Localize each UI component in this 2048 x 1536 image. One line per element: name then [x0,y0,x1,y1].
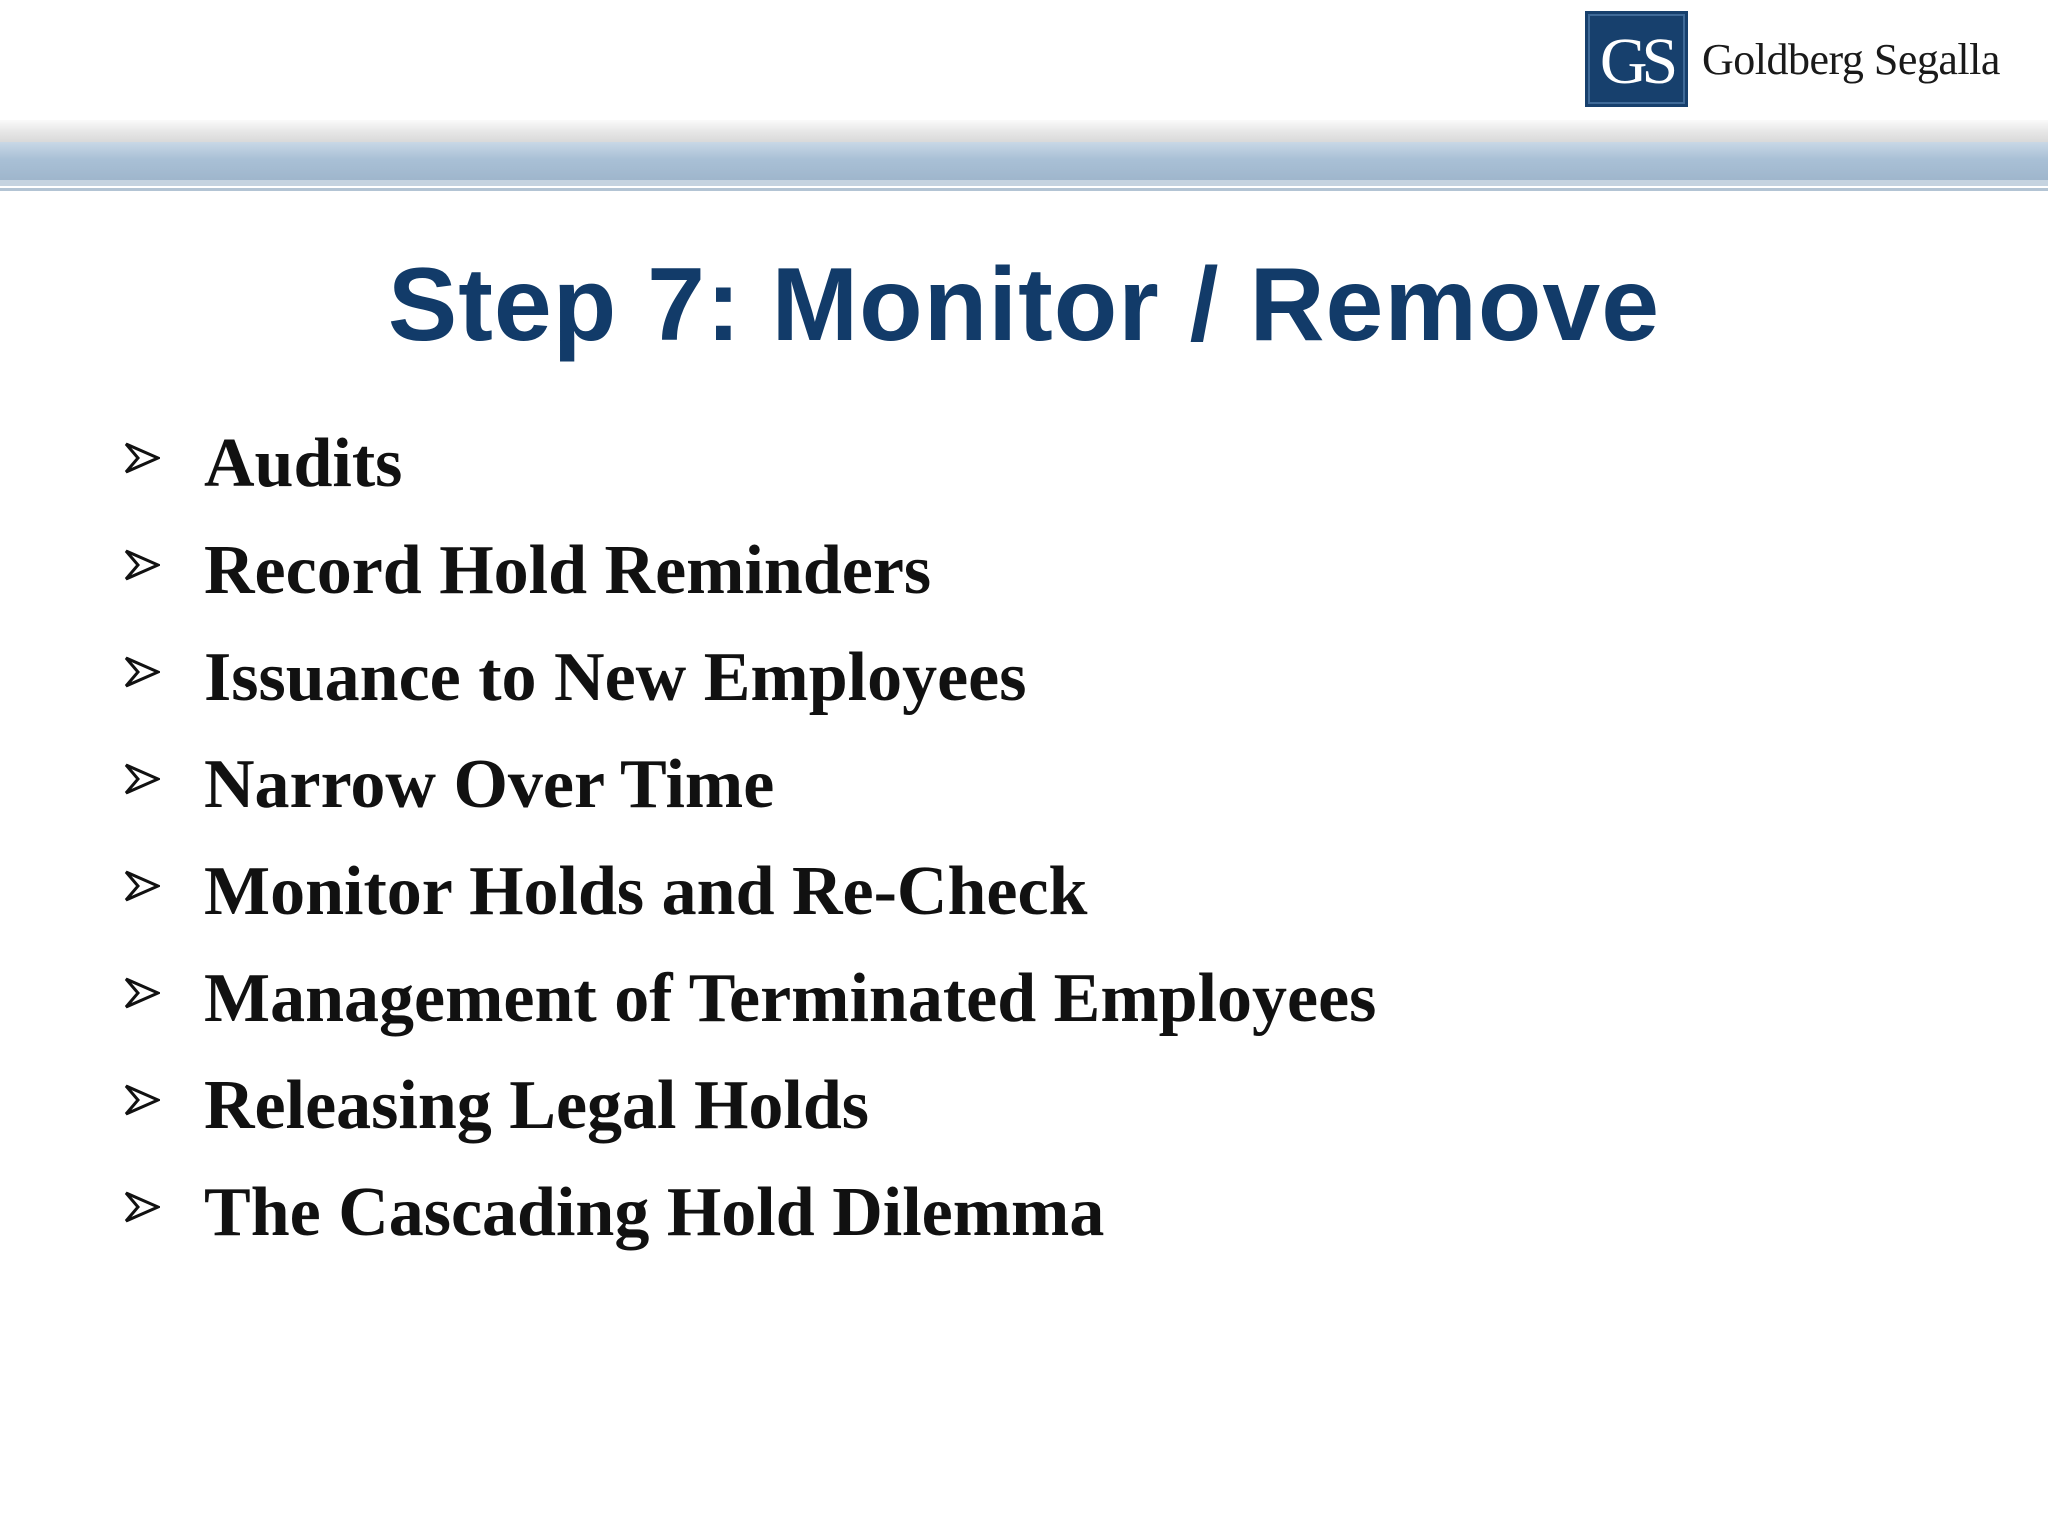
bullet-text: Issuance to New Employees [204,638,1027,716]
bullet-item [124,731,1376,838]
bullet-text: Narrow Over Time [204,745,775,823]
bullet-text: Monitor Holds and Re-Check [204,852,1088,930]
bullet-item [124,1052,1376,1159]
bullet-item [124,1159,1376,1266]
arrowhead-bullet-icon [124,654,204,690]
slide-title: Step 7: Monitor / Remove [387,247,1661,363]
bullet-text: Audits [204,424,403,502]
bullet-text: Management of Terminated Employees [204,959,1377,1037]
bullet-item [124,945,1376,1052]
bullet-item [124,624,1376,731]
bullet-item [124,838,1376,945]
bullet-text: Record Hold Reminders [204,531,932,609]
bullet-item [124,410,1376,517]
arrowhead-bullet-icon [124,761,204,797]
svg-text:GS: GS [1599,25,1673,98]
arrowhead-bullet-icon [124,547,204,583]
arrowhead-bullet-icon [124,1082,204,1118]
bullet-list [124,410,1376,1266]
arrowhead-bullet-icon [124,975,204,1011]
header-band [0,120,2048,194]
bullet-item [124,517,1376,624]
arrowhead-bullet-icon [124,1189,204,1225]
arrowhead-bullet-icon [124,868,204,904]
company-logo [1585,11,2000,107]
arrowhead-bullet-icon [124,440,204,476]
company-name: Goldberg Segalla [1702,34,2000,84]
bullet-text: Releasing Legal Holds [204,1066,870,1144]
bullet-text: The Cascading Hold Dilemma [204,1173,1105,1251]
gs-monogram-icon [1585,11,1688,107]
